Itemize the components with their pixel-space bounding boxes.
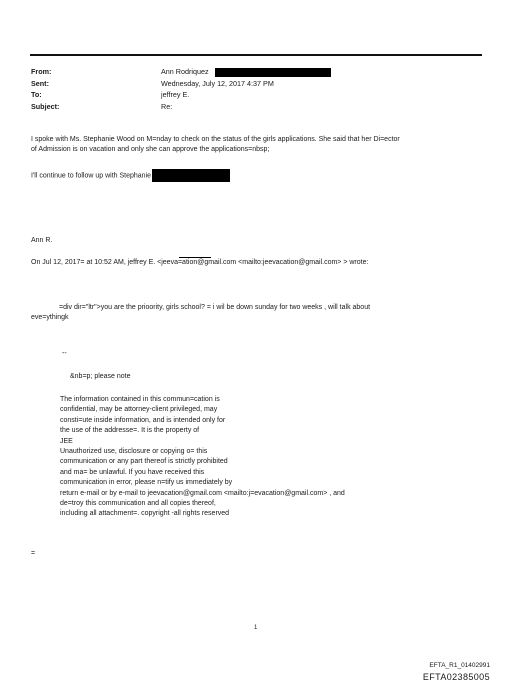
trailing-mark: = — [31, 550, 36, 557]
body-line: I'll continue to follow up with Stephanie — [31, 172, 152, 180]
signature: Ann R. — [31, 237, 53, 244]
disclaimer-line: confidential, may be attorney-client privileged, may — [60, 406, 218, 414]
email-header — [31, 66, 331, 112]
disclaimer-line: communication or any part thereof is strictly prohibited — [60, 458, 228, 466]
disclaimer-line: including all attachment=. copyright -all rights reserved — [60, 510, 230, 518]
disclaimer-line: consti=ute inside information, and is intended only for — [60, 416, 226, 424]
from-value: Ann Rodriquez — [161, 67, 209, 76]
redaction-line — [179, 257, 211, 258]
body-paragraph-1 — [31, 135, 400, 156]
subject-row — [31, 101, 331, 113]
disclaimer-line: and ma= be unlawful. If you have received this — [60, 468, 205, 476]
quote-header: On Jul 12, 2017= at 10:52 AM, jeffrey E. <jeeva=ation@gmail.com <mailto:jeevacation@gmail.com> > wrote: — [31, 259, 369, 266]
quoted-message — [31, 303, 370, 324]
subject-value: Re: — [161, 101, 173, 111]
sent-value: Wednesday, July 12, 2017 4:37 PM — [161, 78, 274, 88]
redaction-box — [215, 68, 331, 77]
page-number: 1 — [254, 625, 258, 631]
body-paragraph-2 — [31, 169, 230, 182]
disclaimer-line: de=troy this communication and all copies thereof, — [60, 500, 216, 508]
from-label: From: — [31, 67, 52, 76]
quote-line: =div dir="ltr">you are the prioority, girls school? = i wil be down sunday for two weeks , will talk about — [59, 304, 371, 311]
disclaimer-line: The information contained in this commun=cation is — [60, 396, 220, 403]
to-label: To: — [31, 90, 42, 100]
to-row — [31, 89, 331, 101]
nbsp-note: &nb=p; please note — [70, 373, 131, 380]
disclaimer-line: return e-mail or by e-mail to jeevacation@gmail.com <mailto:j=evacation@gmail.com> , and — [60, 489, 345, 497]
dashes: -- — [62, 350, 67, 357]
from-row — [31, 66, 331, 78]
subject-label: Subject: — [31, 101, 60, 111]
disclaimer-line: communication in error, please n=tify us immediately by — [60, 479, 233, 487]
body-line: I spoke with Ms. Stephanie Wood on M=nday to check on the status of the girls applications. She said that her Di=ector — [31, 136, 400, 143]
top-rule — [30, 54, 482, 56]
sent-label: Sent: — [31, 78, 49, 88]
quote-line: eve=ythingk — [31, 314, 69, 322]
disclaimer-block — [60, 395, 345, 520]
sent-row — [31, 78, 331, 90]
disclaimer-line: Unauthorized use, disclosure or copying o= this — [60, 448, 208, 456]
redaction-box — [152, 169, 230, 182]
bates-id-2: EFTA02385005 — [422, 672, 490, 682]
disclaimer-line: the use of the addresse=. It is the property of — [60, 427, 200, 435]
bates-id-1: EFTA_R1_01402991 — [429, 662, 490, 669]
body-line: of Admission is on vacation and only she can approve the applications=nbsp; — [31, 146, 270, 154]
disclaimer-line: JEE — [60, 437, 73, 445]
to-value: jeffrey E. — [161, 90, 190, 100]
